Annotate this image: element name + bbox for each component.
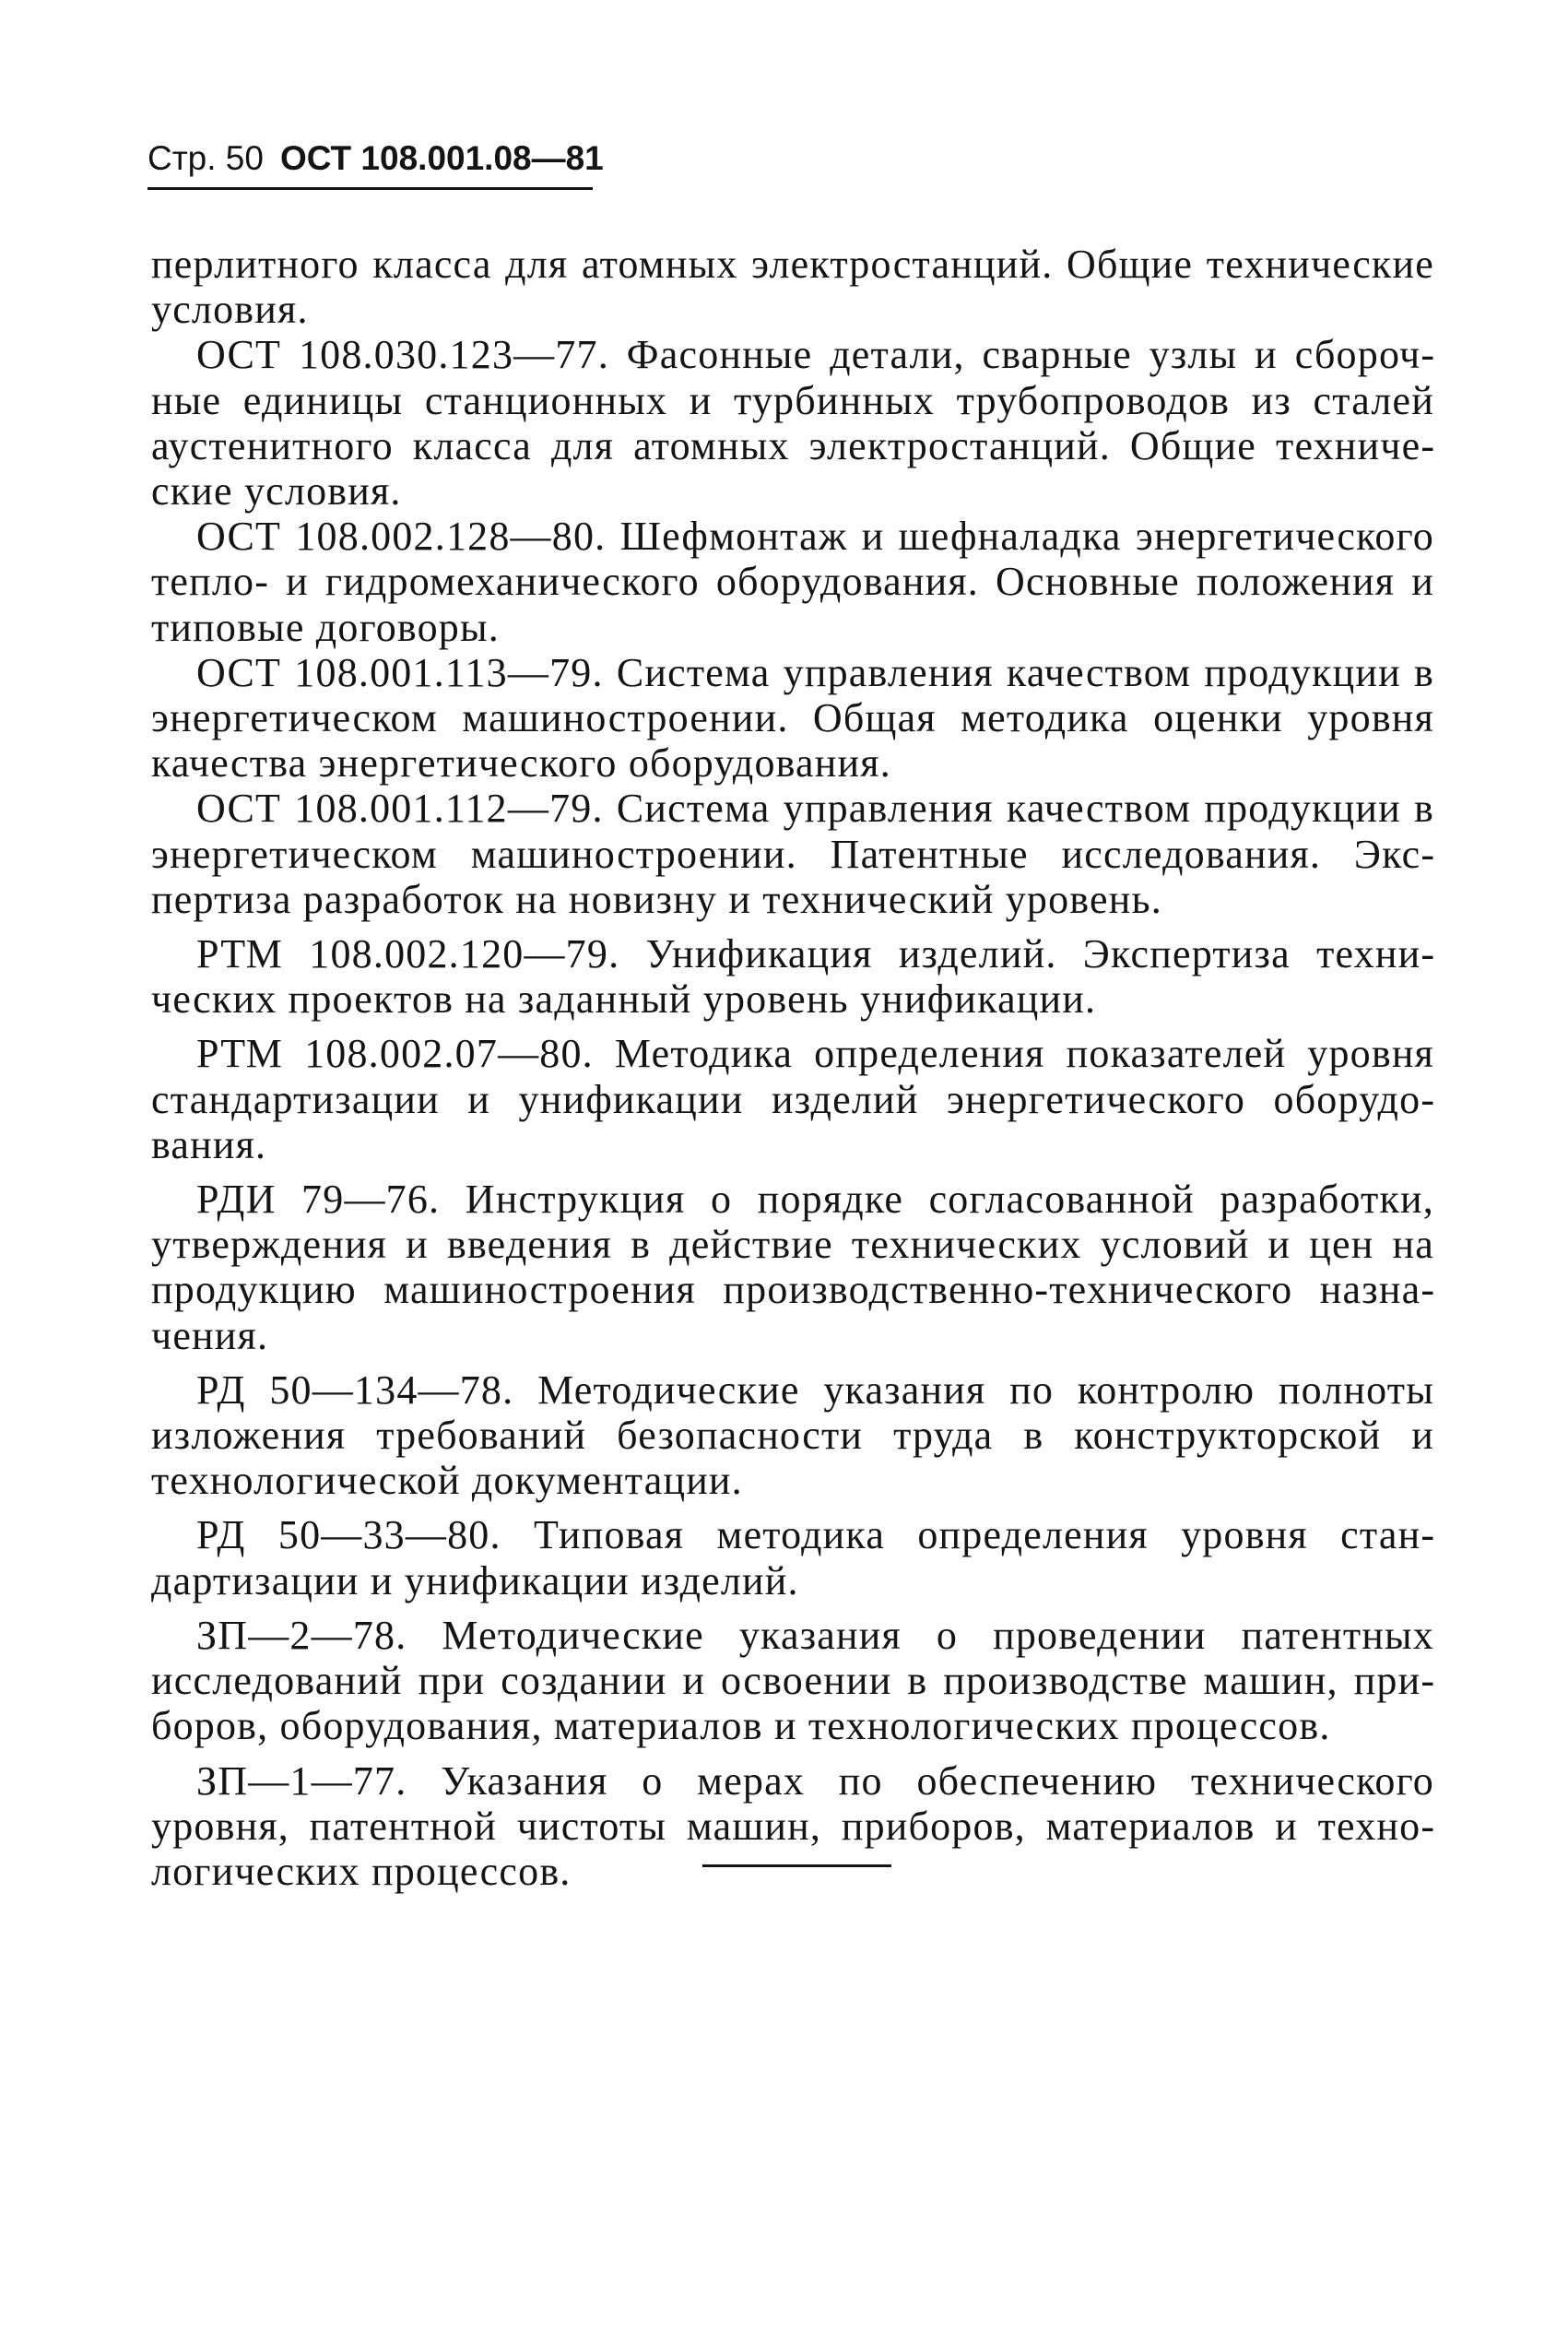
reference-item: ЗП—2—78. Методические указания о проведении патентных исследований при создании и освоении в производстве машин, приборов, оборудования, материалов и технологических процессов.	[151, 1612, 1434, 1749]
reference-item: РТМ 108.002.07—80. Методика определения показателей уровня стандартизации и унификации изделий энергетического оборудования.	[151, 1031, 1434, 1167]
page-header	[147, 136, 604, 190]
reference-item: ОСТ 108.001.113—79. Система управления качеством продукции в энергетическом машиностроении. Общая методика оценки уровня качества энергетического оборудования.	[151, 649, 1434, 787]
reference-list	[151, 242, 1434, 1894]
document-code: ОСТ 108.001.08—81	[279, 139, 604, 177]
reference-item: ОСТ 108.001.112—79. Система управления качеством продукции в энергетическом машиностроении. Патентные исследования. Экспертиза разработок на новизну и технический уровень.	[151, 786, 1434, 922]
reference-item: РД 50—134—78. Методические указания по контролю полноты изложения требований безопасности труда в конструкторской и технологической документации.	[151, 1367, 1434, 1504]
page-number: Стр. 50	[147, 139, 264, 177]
reference-item: РДИ 79—76. Инструкция о порядке согласованной разработки, утверждения и введения в действие технических условий и цен на продукцию машиностроения производственно-технического назначения.	[151, 1177, 1434, 1358]
reference-item: РД 50—33—80. Типовая методика определения уровня стандартизации и унификации изделий.	[151, 1512, 1434, 1603]
reference-item: ЗП—1—77. Указания о мерах по обеспечению технического уровня, патентной чистоты машин, приборов, материалов и технологических процессов.	[151, 1757, 1434, 1894]
end-divider	[702, 1864, 891, 1867]
reference-item: РТМ 108.002.120—79. Унификация изделий. Экспертиза технических проектов на заданный уровень унификации.	[151, 931, 1434, 1023]
reference-continuation: перлитного класса для атомных электростанций. Общие технические условия.	[151, 242, 1434, 333]
reference-item: ОСТ 108.030.123—77. Фасонные детали, сварные узлы и сборочные единицы станционных и турбинных трубопроводов из сталей аустенитного класса для атомных электростанций. Общие технические условия.	[151, 332, 1434, 515]
reference-item: ОСТ 108.002.128—80. Шефмонтаж и шефналадка энергетического тепло- и гидромеханического оборудования. Основные положения и типовые договоры.	[151, 514, 1434, 650]
